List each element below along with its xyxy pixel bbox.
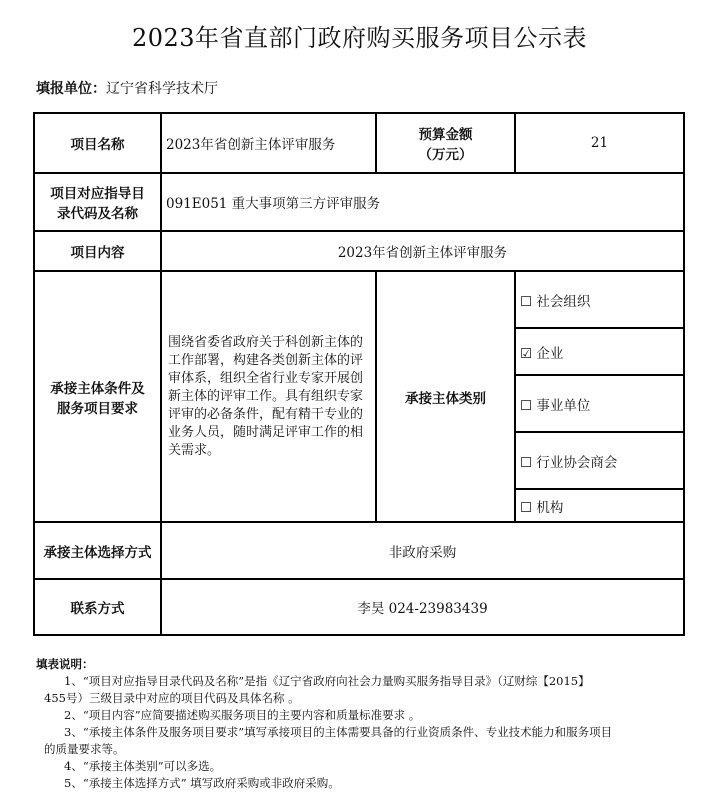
instruction-item-4: 4、“承接主体类别”可以多选。 [64, 759, 222, 773]
content-label: 项目内容 [34, 231, 161, 271]
instructions-title: 填表说明： [36, 657, 94, 671]
filling-instructions [36, 656, 676, 792]
category-label: 承接主体类别 [376, 271, 515, 522]
contact-label: 联系方式 [34, 579, 161, 635]
catalog-label-line2: 录代码及名称 [57, 206, 138, 222]
contact-value: 李昊 024-23983439 [161, 579, 684, 635]
instruction-item-2: 2、“项目内容”应简要描述购买服务项目的主要内容和质量标准要求 。 [64, 708, 421, 722]
catalog-value: 091E051 重大事项第三方评审服务 [161, 173, 684, 231]
page-title: 2023年省直部门政府购买服务项目公示表 [131, 24, 588, 52]
checkbox-icon[interactable]: ☐ [520, 397, 533, 414]
table-row [34, 579, 684, 635]
budget-label-line2: （万元） [418, 147, 473, 163]
content-value: 2023年省创新主体评审服务 [161, 231, 684, 271]
instruction-item-3-continued: 的质量要求等。 [44, 742, 125, 756]
category-option-label: 事业单位 [536, 397, 591, 414]
instruction-item-3: 3、“承接主体条件及服务项目要求”填写承接项目的主体需要具备的行业资质条件、专业技术能力和服务项目 [64, 725, 613, 739]
project-table [33, 112, 685, 636]
category-option-label: 行业协会商会 [536, 454, 618, 471]
instruction-item-1: 1、“项目对应指导目录代码及名称”是指《辽宁省政府向社会力量购买服务指导目录》（辽财综【2015】 [64, 674, 590, 688]
project-name-value: 2023年省创新主体评审服务 [161, 113, 376, 173]
table-row [34, 522, 684, 579]
checkbox-icon[interactable]: ☐ [520, 293, 533, 310]
selection-method-label: 承接主体选择方式 [34, 522, 161, 579]
budget-value: 21 [515, 113, 684, 173]
budget-label-line1: 预算金额 [418, 127, 473, 143]
catalog-label-line1: 项目对应指导目 [50, 186, 145, 202]
catalog-label [34, 173, 161, 231]
checkbox-icon[interactable]: ☐ [520, 454, 533, 471]
budget-label [376, 113, 515, 173]
table-row [34, 173, 684, 231]
requirements-label [34, 271, 161, 522]
project-name-label: 项目名称 [34, 113, 161, 173]
instruction-item-1-continued: 455号）三级目录中对应的项目代码及具体名称 。 [44, 691, 300, 705]
table-row [34, 271, 684, 328]
category-option-enterprise[interactable] [515, 328, 684, 375]
reporting-unit-value: 辽宁省科学技术厅 [106, 81, 218, 97]
category-option-social-org[interactable] [515, 271, 684, 328]
category-option-label: 机构 [536, 499, 564, 516]
requirements-value: 围绕省委省政府关于科创新主体的工作部署，构建各类创新主体的评审体系，组织全省行业专家开展创新主体的评审工作。具有组织专家评审的必备条件，配有精干专业的业务人员，随时满足评审工作的相关需求。 [161, 271, 376, 522]
category-option-industry-association[interactable] [515, 432, 684, 489]
reporting-unit [36, 78, 218, 98]
requirements-label-line1: 承接主体条件及 [50, 380, 145, 397]
category-option-public-institution[interactable] [515, 375, 684, 432]
table-row [34, 113, 684, 173]
table-row [34, 231, 684, 271]
category-option-label: 企业 [536, 345, 564, 362]
selection-method-value: 非政府采购 [161, 522, 684, 579]
checkbox-icon[interactable]: ☐ [520, 499, 533, 516]
checkbox-checked-icon[interactable]: ☑ [520, 345, 533, 362]
category-option-agency[interactable] [515, 489, 684, 522]
reporting-unit-label: 填报单位： [36, 81, 106, 97]
requirements-label-line2: 服务项目要求 [57, 400, 138, 417]
instruction-item-5: 5、“承接主体选择方式” 填写政府采购或非政府采购。 [64, 776, 340, 790]
category-option-label: 社会组织 [536, 293, 591, 310]
